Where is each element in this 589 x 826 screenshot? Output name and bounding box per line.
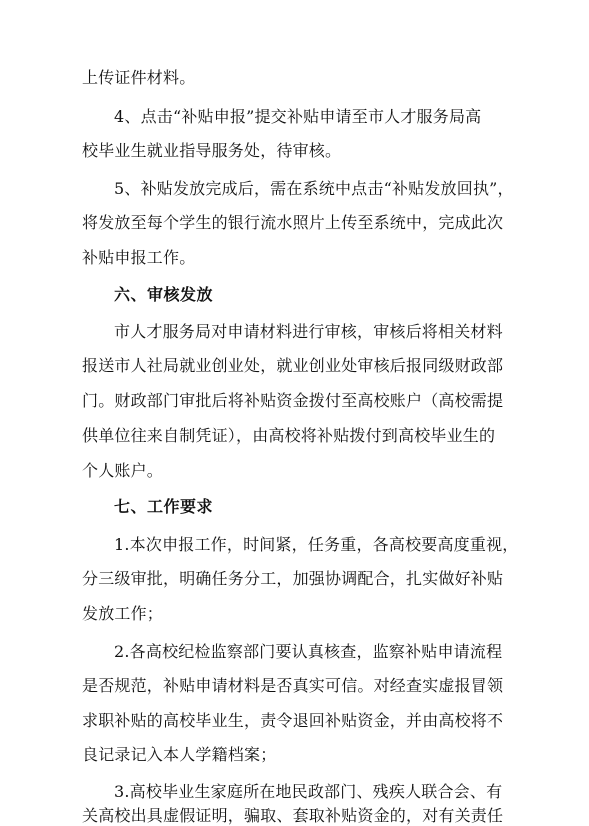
paragraph-line: 个人账户。 — [82, 461, 164, 480]
paragraph-line: 分三级审批，明确任务分工，加强协调配合，扎实做好补贴 — [82, 569, 504, 588]
paragraph-line: 上传证件材料。 — [82, 68, 196, 87]
paragraph-line: 供单位往来自制凭证），由高校将补贴拨付到高校毕业生的 — [82, 426, 496, 445]
paragraph-line: 是否规范，补贴申请材料是否真实可信。对经查实虚报冒领 — [82, 676, 504, 695]
section-heading: 六、审核发放 — [114, 285, 214, 304]
paragraph-line: 良记录记入本人学籍档案； — [82, 745, 277, 764]
paragraph-line: 求职补贴的高校毕业生，责令退回补贴资金，并由高校将不 — [82, 711, 504, 730]
paragraph-line: 1.本次申报工作，时间紧，任务重，各高校要高度重视， — [114, 535, 519, 554]
paragraph-line: 3.高校毕业生家庭所在地民政部门、残疾人联合会、有 — [114, 782, 503, 801]
paragraph-line: 关高校出具虚假证明，骗取、套取补贴资金的，对有关责任 — [82, 806, 504, 825]
paragraph-line: 校毕业生就业指导服务处，待审核。 — [82, 141, 342, 160]
paragraph-line: 将发放至每个学生的银行流水照片上传至系统中，完成此次 — [82, 213, 504, 232]
paragraph-line: 5、补贴发放完成后，需在系统中点击“补贴发放回执”， — [114, 179, 514, 198]
section-heading: 七、工作要求 — [114, 497, 214, 516]
paragraph-line: 市人才服务局对申请材料进行审核，审核后将相关材料 — [114, 322, 503, 341]
paragraph-line: 2.各高校纪检监察部门要认真核查，监察补贴申请流程 — [114, 642, 503, 661]
paragraph-line: 补贴申报工作。 — [82, 248, 196, 267]
paragraph-line: 4、点击“补贴申报”提交补贴申请至市人才服务局高 — [114, 107, 482, 126]
paragraph-line: 发放工作； — [82, 604, 164, 623]
paragraph-line: 门。财政部门审批后将补贴资金拨付至高校账户（高校需提 — [82, 391, 504, 410]
paragraph-line: 报送市人社局就业创业处，就业创业处审核后报同级财政部 — [82, 356, 504, 375]
